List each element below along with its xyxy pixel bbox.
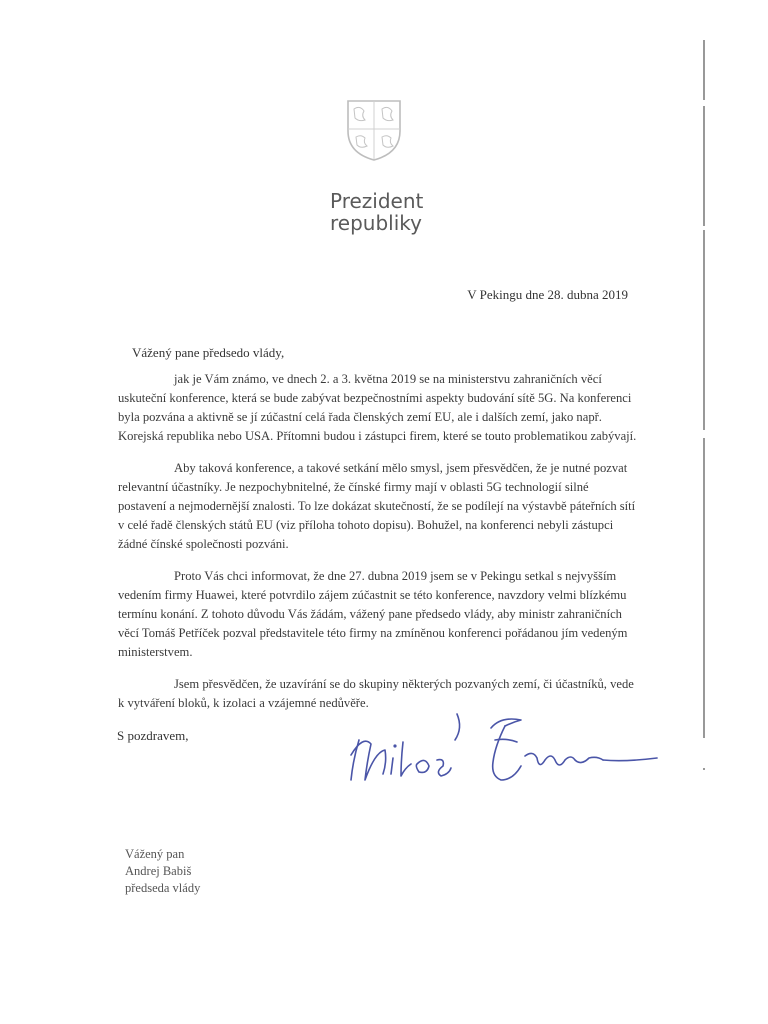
dateline: V Pekingu dne 28. dubna 2019: [467, 287, 628, 302]
recipient-line-2: Andrej Babiš: [125, 864, 192, 878]
paragraph-4: Jsem přesvědčen, že uzavírání se do skupiny některých pozvaných zemí, či účastníků, vede k vytváření bloků, k izolaci a vzájemné nedůvěře.: [118, 677, 634, 710]
letter-body: [118, 370, 638, 726]
letterhead-title: [330, 190, 423, 234]
paragraph-2: Aby taková konference, a takové setkání mělo smysl, jsem přesvědčen, že je nutné pozvat relevantní účastníky. Je nezpochybnitelné, že čínské firmy mají v oblasti 5G technologií silné postavení a nejmodernější znalosti. To lze dokázat skutečností, že se podílejí na výstavbě páteřních sítí v celé řadě členských států EU (viz příloha tohoto dopisu). Bohužel, na konferenci nebyli zástupci žádné čínské společnosti pozváni.: [118, 461, 636, 551]
letterhead-line-1: Prezident: [330, 189, 424, 213]
salutation: Vážený pane předsedo vlády,: [132, 345, 285, 360]
paragraph-3: Proto Vás chci informovat, že dne 27. dubna 2019 jsem se v Pekingu setkal s nejvyšším vedením firmy Huawei, které potvrdilo zájem zúčastnit se této konference, navzdory velmi blízkému termínu konání. Z tohoto důvodu Vás žádám, vážený pane předsedo vlády, aby ministr zahraničních věcí Tomáš Petříček pozval představitele této firmy na zmíněnou konferenci pořádanou jím vedeným ministerstvem.: [118, 569, 628, 659]
recipient-line-1: Vážený pan: [125, 847, 185, 861]
handwritten-signature: [345, 700, 665, 800]
recipient-block: [125, 846, 200, 897]
paragraph-1: jak je Vám známo, ve dnech 2. a 3. května 2019 se na ministerstvu zahraničních věcí uskuteční konference, která se bude zabývat bezpečnostními aspekty budování sítě 5G. Na konferenci byla pozvána a aktivně se jí zúčastní celá řada členských zemí EU, ale i dalších zemí, jako např. Korejská republika nebo USA. Přítomni budou i zástupci firem, které se touto problematikou zabývají.: [118, 372, 637, 443]
closing: S pozdravem,: [117, 728, 189, 743]
state-emblem-icon: [344, 97, 404, 163]
recipient-line-3: předseda vlády: [125, 881, 201, 895]
letterhead-line-2: republiky: [330, 211, 422, 235]
scan-edge-line: [703, 40, 705, 770]
